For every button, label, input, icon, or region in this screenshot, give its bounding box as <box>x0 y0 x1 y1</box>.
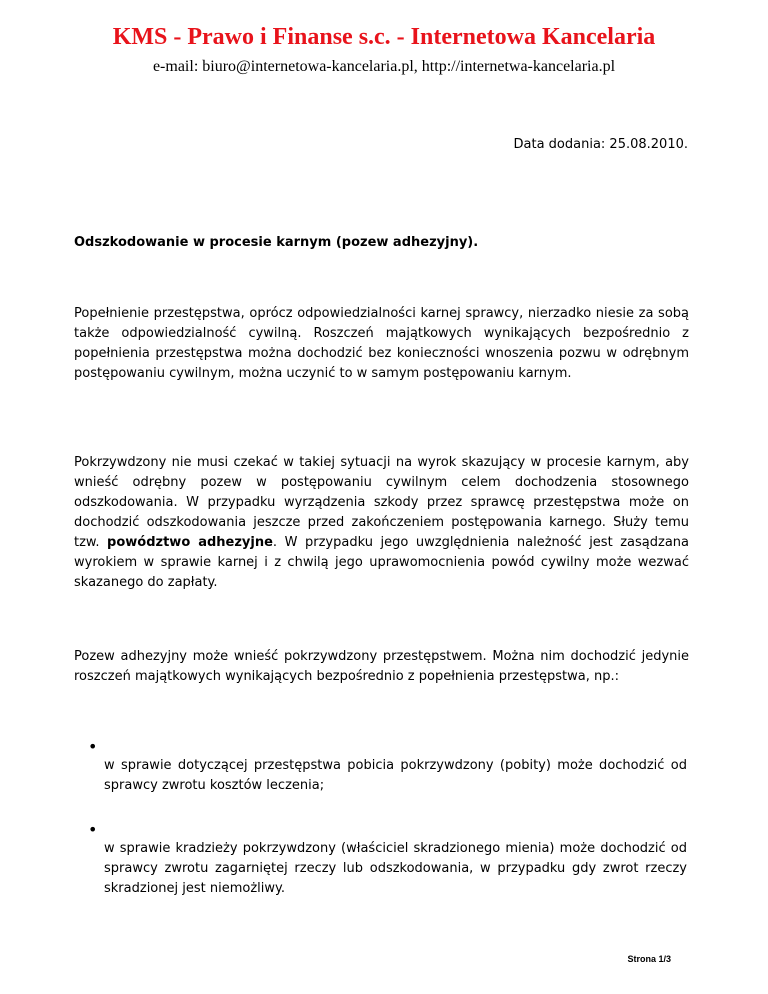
bullet-icon: • <box>88 820 98 839</box>
article-title: Odszkodowanie w procesie karnym (pozew adhezyjny). <box>74 235 479 250</box>
list-item-text: w sprawie kradzieży pokrzywdzony (właściciel skradzionego mienia) może dochodzić od sprawcy zwrotu zagarniętej rzeczy lub odszkodowania, w przypadku gdy zwrot rzeczy skradzionej jest niemożliwy. <box>104 841 687 896</box>
bold-term: powództwo adhezyjne <box>107 535 273 550</box>
paragraph-who-may-file: Pozew adhezyjny może wnieść pokrzywdzony przestępstwem. Można nim dochodzić jedynie roszczeń majątkowych wynikających bezpośrednio z popełnienia przestępstwa, np.: <box>74 649 689 684</box>
paragraph-intro: Popełnienie przestępstwa, oprócz odpowiedzialności karnej sprawcy, nierzadko niesie za sobą także odpowiedzialność cywilną. Roszczeń majątkowych wynikających bezpośrednio z popełnienia przestępstwa można dochodzić bez konieczności wnoszenia pozwu w odrębnym postępowaniu cywilnym, można uczynić to w samym postępowaniu karnym. <box>74 306 689 381</box>
list-item-text: w sprawie dotyczącej przestępstwa pobicia pokrzywdzony (pobity) może dochodzić od sprawcy zwrotu kosztów leczenia; <box>104 758 687 793</box>
date-added: Data dodania: 25.08.2010. <box>513 137 688 152</box>
bullet-icon: • <box>88 737 98 756</box>
page-number: Strona 1/3 <box>627 954 671 964</box>
paragraph-adhesion-action <box>74 453 689 593</box>
contact-line: e-mail: biuro@internetowa-kancelaria.pl, http://internetwa-kancelaria.pl <box>152 58 616 75</box>
paragraph-text-after: . W przypadku jego uwzględnienia należność jest zasądzana wyrokiem w sprawie karnej i z chwilą jego uprawomocnienia powód cywilny może wezwać skazanego do zapłaty. <box>74 535 690 590</box>
firm-name-header: KMS - Prawo i Finanse s.c. - Internetowa Kancelaria <box>112 24 656 50</box>
paragraph-text-before: Pokrzywdzony nie musi czekać w takiej sytuacji na wyrok skazujący w procesie karnym, aby wnieść odrębny pozew w postępowaniu cywilnym celem dochodzenia stosownego odszkodowania. W przypadku wyrządzenia szkody przez sprawcę przestępstwa może on dochodzić odszkodowania jeszcze przed zakończeniem postępowania karnego. Służy temu tzw. <box>74 455 689 550</box>
